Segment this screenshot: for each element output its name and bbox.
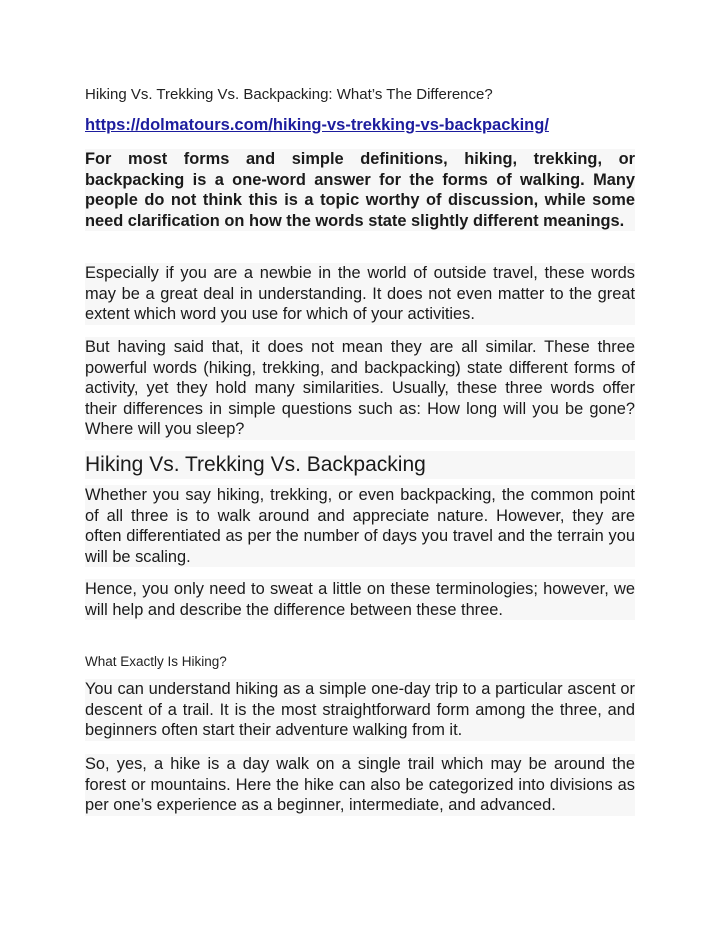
- subsection-heading: What Exactly Is Hiking?: [85, 654, 227, 669]
- paragraph-differences: But having said that, it does not mean they are all similar. These three powerful words (hiking, trekking, and backpacking) state different forms of activity, yet they hold many similarities. Usually, these three words offer their differences in simple questions such as: How long will you be gone? Where will you sleep?: [85, 338, 635, 439]
- paragraph-common-point: Whether you say hiking, trekking, or even backpacking, the common point of all three is to walk around and appreciate nature. However, they are often differentiated as per the number of days you travel and the terrain you will be scaling.: [85, 486, 635, 566]
- document-title: Hiking Vs. Trekking Vs. Backpacking: What’s The Difference?: [85, 86, 493, 103]
- source-link[interactable]: https://dolmatours.com/hiking-vs-trekking-vs-backpacking/: [85, 116, 549, 134]
- paragraph-day-walk: So, yes, a hike is a day walk on a single trail which may be around the forest or mountains. Here the hike can also be categorized into divisions as per one’s experience as a beginner, intermediate, and advanced.: [85, 755, 635, 815]
- paragraph-hiking-definition: You can understand hiking as a simple one-day trip to a particular ascent or descent of a trail. It is the most straightforward form among the three, and beginners often start their adventure walking from it.: [85, 680, 635, 740]
- intro-paragraph: For most forms and simple definitions, hiking, trekking, or backpacking is a one-word answer for the forms of walking. Many people do not think this is a topic worthy of discussion, while some need clarification on how the words state slightly different meanings.: [85, 150, 635, 230]
- paragraph-terminologies: Hence, you only need to sweat a little on these terminologies; however, we will help and describe the difference between these three.: [85, 580, 635, 619]
- section-heading: Hiking Vs. Trekking Vs. Backpacking: [85, 451, 635, 479]
- paragraph-newbie: Especially if you are a newbie in the world of outside travel, these words may be a great deal in understanding. It does not even matter to the great extent which word you use for which of your activities.: [85, 264, 635, 324]
